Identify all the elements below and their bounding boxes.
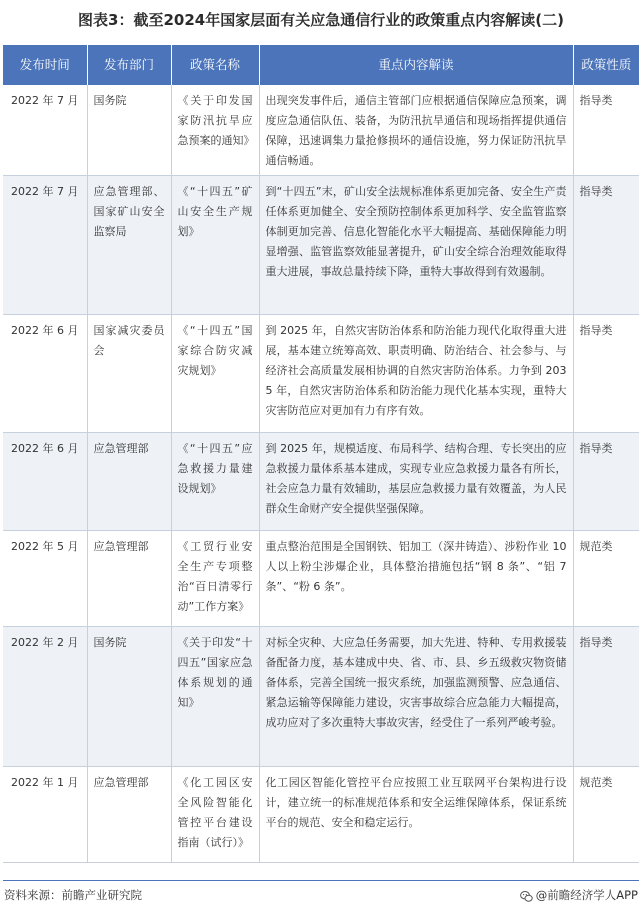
policy-table <box>3 45 639 863</box>
cell-policy-nature: 指导类 <box>573 315 639 433</box>
cell-key-content: 到 2025 年，规模适度、布局科学、结构合理、专长突出的应急救援力量体系基本建成，实现专业应急救援力量各有所长，社会应急力量有效辅助，基层应急救援力量有效覆盖，为人民群众生命财产安全提供坚强保障。 <box>259 433 573 531</box>
brand-credit <box>520 885 638 905</box>
cell-date: 2022 年 7 月 <box>3 176 87 315</box>
cell-policy-nature: 指导类 <box>573 85 639 176</box>
table-row <box>3 85 639 176</box>
cell-policy-name: 《化工园区安全风险智能化管控平台建设指南（试行）》 <box>171 767 259 863</box>
cell-policy-name: 《关于印发国家防汛抗旱应急预案的通知》 <box>171 85 259 176</box>
cell-policy-nature: 指导类 <box>573 176 639 315</box>
cell-date: 2022 年 2 月 <box>3 627 87 767</box>
table-row <box>3 767 639 863</box>
cell-date: 2022 年 5 月 <box>3 531 87 627</box>
cell-dept: 应急管理部 <box>87 531 171 627</box>
cell-date: 2022 年 7 月 <box>3 85 87 176</box>
cell-dept: 国务院 <box>87 627 171 767</box>
table-header-row <box>3 45 639 85</box>
cell-policy-name: 《工贸行业安全生产专项整治“百日清零行动”工作方案》 <box>171 531 259 627</box>
cell-dept: 国务院 <box>87 85 171 176</box>
cell-date: 2022 年 1 月 <box>3 767 87 863</box>
cell-key-content: 重点整治范围是全国钢铁、铝加工（深井铸造）、涉粉作业 10 人以上粉尘涉爆企业，具体整治措施包括“钢 8 条”、“铝 7 条”、“粉 6 条”。 <box>259 531 573 627</box>
column-header-key-content: 重点内容解读 <box>259 45 573 85</box>
page-title: 图表3：截至2024年国家层面有关应急通信行业的政策重点内容解读(二) <box>78 11 564 29</box>
table-row <box>3 627 639 767</box>
footer-divider <box>3 880 639 881</box>
column-header-policy-name: 政策名称 <box>171 45 259 85</box>
cell-date: 2022 年 6 月 <box>3 315 87 433</box>
source-note: 资料来源：前瞻产业研究院 <box>4 888 142 902</box>
cell-policy-name: 《关于印发“十四五”国家应急体系规划的通知》 <box>171 627 259 767</box>
cell-dept: 应急管理部 <box>87 767 171 863</box>
cell-key-content: 到“十四五”末，矿山安全法规标准体系更加完备、安全生产责任体系更加健全、安全预防控制体系更加科学、安全监管监察体制更加完善、信息化智能化水平大幅提高、基础保障能力明显增强、监管监察效能显著提升，矿山安全综合治理效能取得重大进展，事故总量持续下降，重特大事故得到有效遏制。 <box>259 176 573 315</box>
cell-key-content: 对标全灾种、大应急任务需要，加大先进、特种、专用救援装备配备力度，基本建成中央、省、市、县、乡五级救灾物资储备体系，完善全国统一报灾系统，加强监测预警、应急通信、紧急运输等保障能力建设，灾害事故综合应急能力大幅提高，成功应对了多次重特大事故灾害，经受住了一系列严峻考验。 <box>259 627 573 767</box>
cell-policy-nature: 指导类 <box>573 627 639 767</box>
cell-policy-nature: 规范类 <box>573 531 639 627</box>
cell-key-content: 化工园区智能化管控平台应按照工业互联网平台架构进行设计，建立统一的标准规范体系和安全运维保障体系，保证系统平台的规范、安全和稳定运行。 <box>259 767 573 863</box>
table-row <box>3 531 639 627</box>
cell-key-content: 到 2025 年，自然灾害防治体系和防治能力现代化取得重大进展，基本建立统筹高效、职责明确、防治结合、社会参与、与经济社会高质量发展相协调的自然灾害防治体系。力争到 2035 年，自然灾害防治体系和防治能力现代化基本实现，重特大灾害防范应对更加有力有序有效。 <box>259 315 573 433</box>
cell-policy-nature: 指导类 <box>573 433 639 531</box>
cell-key-content: 出现突发事件后，通信主管部门应根据通信保障应急预案，调度应急通信队伍、装备，为防汛抗旱通信和现场指挥提供通信保障，迅速调集力量抢修损坏的通信设施，努力保证防汛抗旱通信畅通。 <box>259 85 573 176</box>
cell-dept: 应急管理部 <box>87 433 171 531</box>
cell-policy-name: 《“十四五”应急救援力量建设规划》 <box>171 433 259 531</box>
wechat-icon <box>520 889 533 902</box>
cell-policy-name: 《“十四五”国家综合防灾减灾规划》 <box>171 315 259 433</box>
column-header-dept: 发布部门 <box>87 45 171 85</box>
table-row <box>3 176 639 315</box>
column-header-policy-nature: 政策性质 <box>573 45 639 85</box>
column-header-date: 发布时间 <box>3 45 87 85</box>
cell-policy-nature: 规范类 <box>573 767 639 863</box>
brand-label: @前瞻经济学人APP <box>535 888 638 902</box>
table-row <box>3 315 639 433</box>
cell-dept: 应急管理部、国家矿山安全监察局 <box>87 176 171 315</box>
cell-date: 2022 年 6 月 <box>3 433 87 531</box>
cell-dept: 国家减灾委员会 <box>87 315 171 433</box>
cell-policy-name: 《“十四五”矿山安全生产规划》 <box>171 176 259 315</box>
table-row <box>3 433 639 531</box>
